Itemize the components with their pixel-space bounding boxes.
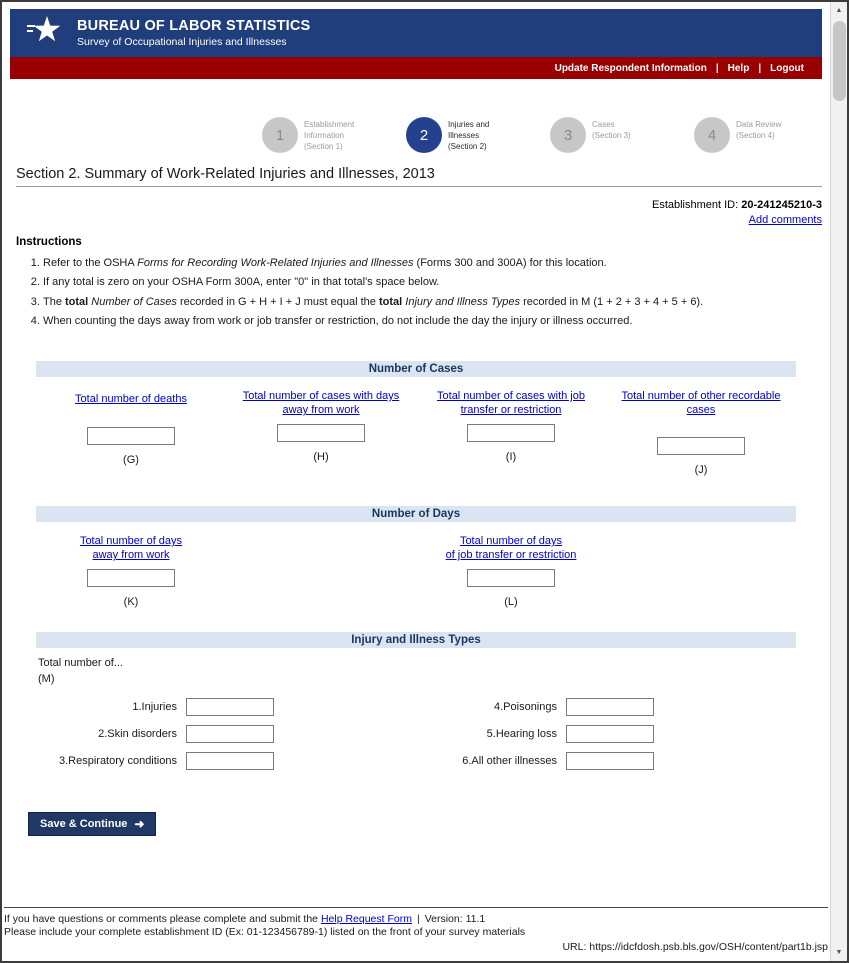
field-skin-disorders [36,725,416,743]
field-other-recordable-cases [606,389,796,476]
step-4-data-review [694,117,808,153]
field-hearing-loss [416,725,796,743]
arrow-right-icon: ➜ [134,816,145,831]
step-4-circle[interactable]: 4 [694,117,730,153]
step-2-label: Injuries and Illnesses (Section 2) [448,120,490,151]
step-3-cases [550,117,664,153]
instruction-item-4: 4. When counting the days away from work or job transfer or restriction, do not include the day the injury or illness occurred. [43,312,822,331]
step-3-circle[interactable]: 3 [550,117,586,153]
field-cases-days-away [226,389,416,476]
step-1-establishment-information [262,117,376,153]
page-title: Section 2. Summary of Work-Related Injuries and Illnesses, 2013 [16,166,435,182]
label-respiratory-conditions: 3.Respiratory conditions [58,754,177,767]
field-days-away [36,534,226,608]
number-of-days-header: Number of Days [36,506,796,522]
injury-illness-types-header: Injury and Illness Types [36,632,796,648]
input-G[interactable] [87,427,175,445]
link-days-away[interactable]: Total number of days away from work [79,535,183,562]
field-poisonings [416,698,796,716]
instruction-item-1: 1. Refer to the OSHA Forms for Recording Work-Related Injuries and Illnesses (Forms 300 and 300A) for this location. [43,254,822,273]
nav-link-help[interactable]: Help [727,62,750,74]
link-cases-job-transfer[interactable]: Total number of cases with job transfer or restriction [437,390,585,417]
add-comments-link[interactable]: Add comments [748,214,822,226]
link-other-recordable-cases[interactable]: Total number of other recordable cases [621,390,781,417]
establishment-id-line [10,199,822,211]
injury-illness-types-section [10,632,822,770]
field-injuries [36,698,416,716]
step-4-label: Data Review (Section 4) [736,120,782,140]
nav-separator: | [715,62,719,74]
field-total-deaths [36,389,226,476]
footer-line-2: Please include your complete establishment ID (Ex: 01-123456789-1) listed on the front of your survey materials [4,926,526,938]
field-cases-job-transfer [416,389,606,476]
input-poisonings[interactable] [566,698,654,716]
title-divider [16,186,822,187]
code-H: (H) [313,451,329,463]
label-poisonings: 4.Poisonings [494,700,557,713]
input-L[interactable] [467,569,555,587]
field-days-job-transfer [416,534,606,608]
footer [4,907,828,953]
number-of-days-section [10,506,822,608]
nav-separator: | [758,62,762,74]
code-L: (L) [504,596,518,608]
nav-link-update-respondent-info[interactable]: Update Respondent Information [554,62,707,74]
input-skin-disorders[interactable] [186,725,274,743]
instruction-item-3: 3. The total Number of Cases recorded in G + H + I + J must equal the total Injury and Illness Types recorded in M (1 + 2 + 3 + 4 + 5 + 6). [43,293,822,312]
link-total-deaths[interactable]: Total number of deaths [75,393,187,405]
code-J: (J) [694,464,708,476]
link-days-job-transfer[interactable]: Total number of days of job transfer or restriction [445,535,577,562]
nav-link-logout[interactable]: Logout [770,62,804,74]
code-K: (K) [123,596,139,608]
footer-separator: | [416,913,420,925]
agency-title: BUREAU OF LABOR STATISTICS [77,18,311,34]
help-request-form-link[interactable]: Help Request Form [320,913,412,925]
number-of-cases-header: Number of Cases [36,361,796,377]
step-indicator [10,117,822,153]
input-J[interactable] [657,437,745,455]
field-all-other-illnesses [416,752,796,770]
instructions-heading: Instructions [16,236,82,248]
label-skin-disorders: 2.Skin disorders [98,727,177,740]
step-1-circle[interactable]: 1 [262,117,298,153]
code-M: (M) [38,672,55,685]
step-3-label: Cases (Section 3) [592,120,631,140]
input-hearing-loss[interactable] [566,725,654,743]
step-1-label: Establishment Information (Section 1) [304,120,355,151]
link-cases-days-away[interactable]: Total number of cases with days away from work [242,390,400,417]
version-text: Version: 11.1 [424,913,486,925]
save-continue-button[interactable]: Save & Continue ➜ [28,812,156,836]
establishment-id-value: 20-241245210-3 [741,199,822,211]
label-injuries: 1.Injuries [132,700,177,713]
bls-star-logo-icon [26,14,66,53]
input-H[interactable] [277,424,365,442]
input-all-other-illnesses[interactable] [566,752,654,770]
code-G: (G) [123,454,139,466]
instruction-item-2: 2. If any total is zero on your OSHA Form 300A, enter "0" in that total's space below. [43,273,822,292]
scroll-up-button[interactable]: ▲ [835,7,843,14]
masthead [10,9,822,57]
instructions [16,236,822,331]
label-hearing-loss: 5.Hearing loss [486,727,557,740]
number-of-cases-section [10,361,822,476]
step-2-circle[interactable]: 2 [406,117,442,153]
scroll-down-button[interactable]: ▼ [835,949,843,956]
masthead-text [77,18,310,48]
page-content [2,2,830,961]
code-I: (I) [505,451,517,463]
establishment-id-label: Establishment ID: [651,199,742,211]
scrollbar-thumb[interactable] [833,21,846,101]
types-intro: Total number of... (M) [38,657,123,685]
top-nav [10,57,822,79]
survey-subtitle: Survey of Occupational Injuries and Illnesses [77,36,287,48]
field-respiratory-conditions [36,752,416,770]
input-injuries[interactable] [186,698,274,716]
step-2-injuries-illnesses [406,117,520,153]
input-I[interactable] [467,424,555,442]
footer-url: URL: https://idcfdosh.psb.bls.gov/OSH/content/part1b.jsp [562,941,828,953]
input-respiratory-conditions[interactable] [186,752,274,770]
footer-line-1: If you have questions or comments please complete and submit the Help Request Form | Version: 11.1 [4,907,828,925]
scrollbar[interactable] [830,2,847,961]
input-K[interactable] [87,569,175,587]
label-all-other-illnesses: 6.All other illnesses [462,754,557,767]
